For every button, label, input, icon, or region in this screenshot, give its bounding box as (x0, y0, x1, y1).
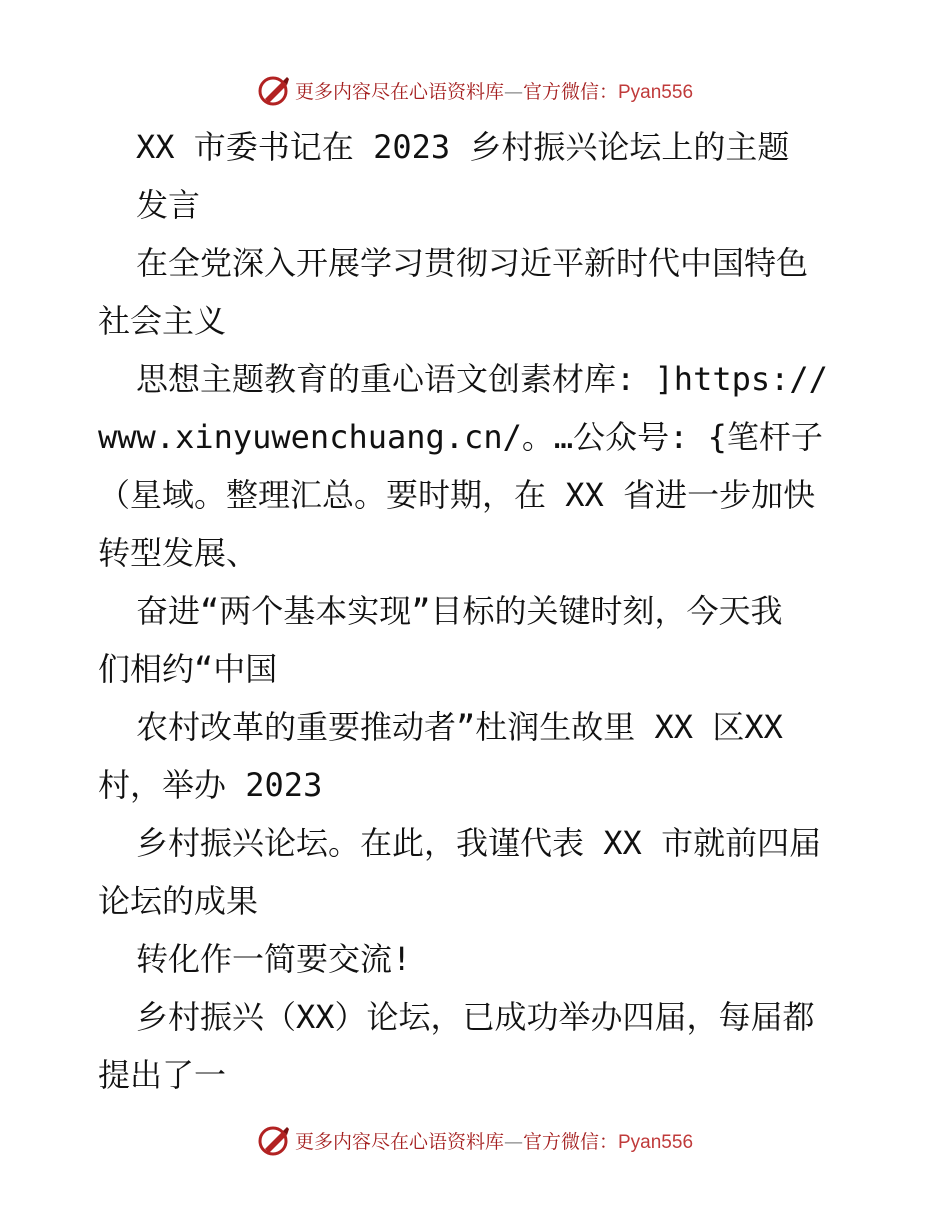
text-line: 提出了一 (98, 1056, 227, 1094)
pen-logo-icon (257, 1123, 291, 1157)
watermark-text: 更多内容尽在心语资料库—官方微信：Pyan556 (294, 80, 694, 103)
text-line: 奋进“两个基本实现”目标的关键时刻，今天我 (136, 592, 783, 630)
text-line: XX 市委书记在 2023 乡村振兴论坛上的主题 (136, 128, 790, 166)
watermark-text: 更多内容尽在心语资料库—官方微信：Pyan556 (294, 1130, 694, 1153)
text-line: 乡村振兴论坛。在此，我谨代表 XX 市就前四届 (136, 824, 822, 862)
document-body (98, 118, 858, 1104)
text-line: www.xinyuwenchuang.cn/。…公众号: {笔杆子 (98, 418, 823, 456)
text-line: 转型发展、 (98, 534, 259, 572)
footer-watermark (0, 1120, 950, 1160)
text-line: （星域。整理汇总。要时期，在 XX 省进一步加快 (98, 476, 816, 514)
text-line: 论坛的成果 (98, 882, 259, 920)
pen-logo-icon (257, 73, 291, 107)
text-line: 发言 (136, 186, 201, 224)
text-line: 思想主题教育的重心语文创素材库: ]https:// (136, 360, 828, 398)
text-line: 转化作一简要交流! (136, 940, 412, 978)
text-line: 农村改革的重要推动者”杜润生故里 XX 区XX (136, 708, 783, 746)
text-line: 们相约“中国 (98, 650, 278, 688)
text-line: 在全党深入开展学习贯彻习近平新时代中国特色 (136, 244, 809, 282)
header-watermark (0, 70, 950, 110)
text-line: 社会主义 (98, 302, 227, 340)
text-line: 乡村振兴（XX）论坛，已成功举办四届，每届都 (136, 998, 815, 1036)
text-line: 村，举办 2023 (98, 766, 323, 804)
